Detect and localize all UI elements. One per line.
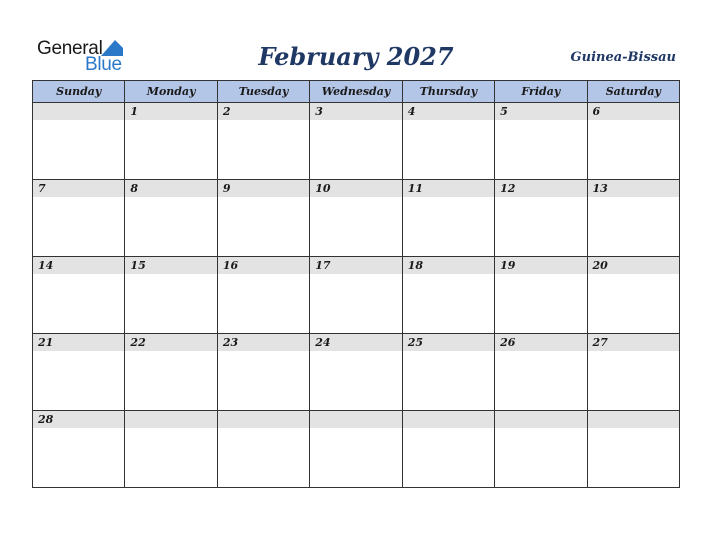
day-cell xyxy=(125,103,217,180)
day-number: 28 xyxy=(33,411,124,428)
day-number xyxy=(403,411,494,428)
day-number: 24 xyxy=(310,334,401,351)
day-cell xyxy=(587,180,679,257)
day-number: 19 xyxy=(495,257,586,274)
day-cell xyxy=(217,411,309,488)
day-number: 14 xyxy=(33,257,124,274)
day-number: 16 xyxy=(218,257,309,274)
day-cell xyxy=(310,257,402,334)
day-cell xyxy=(125,180,217,257)
day-number xyxy=(495,411,586,428)
day-number: 15 xyxy=(125,257,216,274)
day-cell xyxy=(495,257,587,334)
day-number: 3 xyxy=(310,103,401,120)
day-cell xyxy=(402,257,494,334)
day-cell xyxy=(495,334,587,411)
day-cell xyxy=(587,257,679,334)
day-cell xyxy=(217,334,309,411)
day-cell xyxy=(495,411,587,488)
day-number: 5 xyxy=(495,103,586,120)
day-number: 17 xyxy=(310,257,401,274)
day-cell xyxy=(33,180,125,257)
day-number: 21 xyxy=(33,334,124,351)
page-title: February 2027 xyxy=(258,42,454,71)
day-number: 10 xyxy=(310,180,401,197)
day-cell xyxy=(587,103,679,180)
day-cell xyxy=(587,411,679,488)
week-row xyxy=(33,334,680,411)
day-cell xyxy=(217,257,309,334)
day-cell xyxy=(217,103,309,180)
weekday-header-sunday: Sunday xyxy=(33,81,125,103)
day-cell xyxy=(125,334,217,411)
day-cell xyxy=(125,411,217,488)
week-row xyxy=(33,180,680,257)
day-cell xyxy=(33,257,125,334)
day-number: 11 xyxy=(403,180,494,197)
day-cell xyxy=(33,103,125,180)
weekday-header-row xyxy=(33,81,680,103)
logo-text-general: General xyxy=(37,38,103,59)
day-number: 9 xyxy=(218,180,309,197)
day-cell xyxy=(402,334,494,411)
day-cell xyxy=(33,411,125,488)
day-number xyxy=(588,411,679,428)
day-cell xyxy=(587,334,679,411)
day-number: 2 xyxy=(218,103,309,120)
day-cell xyxy=(310,334,402,411)
day-number: 25 xyxy=(403,334,494,351)
weekday-header-saturday: Saturday xyxy=(587,81,679,103)
weekday-header-friday: Friday xyxy=(495,81,587,103)
day-cell xyxy=(402,103,494,180)
day-cell xyxy=(217,180,309,257)
day-number: 8 xyxy=(125,180,216,197)
day-number xyxy=(310,411,401,428)
day-number: 27 xyxy=(588,334,679,351)
day-cell xyxy=(495,103,587,180)
day-number: 6 xyxy=(588,103,679,120)
day-cell xyxy=(495,180,587,257)
day-cell xyxy=(402,411,494,488)
week-row xyxy=(33,103,680,180)
day-number: 20 xyxy=(588,257,679,274)
day-number: 13 xyxy=(588,180,679,197)
day-cell xyxy=(33,334,125,411)
day-number: 1 xyxy=(125,103,216,120)
day-cell xyxy=(310,103,402,180)
day-number: 7 xyxy=(33,180,124,197)
day-number xyxy=(218,411,309,428)
weekday-header-tuesday: Tuesday xyxy=(217,81,309,103)
calendar-grid xyxy=(32,80,680,488)
logo-text-blue: Blue xyxy=(85,54,122,75)
weekday-header-wednesday: Wednesday xyxy=(310,81,402,103)
day-cell xyxy=(125,257,217,334)
week-row xyxy=(33,411,680,488)
week-row xyxy=(33,257,680,334)
generalblue-logo xyxy=(37,38,127,74)
day-number: 23 xyxy=(218,334,309,351)
day-number: 18 xyxy=(403,257,494,274)
day-number: 22 xyxy=(125,334,216,351)
day-number xyxy=(33,103,124,120)
day-number xyxy=(125,411,216,428)
weekday-header-thursday: Thursday xyxy=(402,81,494,103)
day-number: 4 xyxy=(403,103,494,120)
day-cell xyxy=(402,180,494,257)
day-number: 12 xyxy=(495,180,586,197)
day-cell xyxy=(310,180,402,257)
day-number: 26 xyxy=(495,334,586,351)
weekday-header-monday: Monday xyxy=(125,81,217,103)
day-cell xyxy=(310,411,402,488)
country-name: Guinea-Bissau xyxy=(570,50,676,65)
